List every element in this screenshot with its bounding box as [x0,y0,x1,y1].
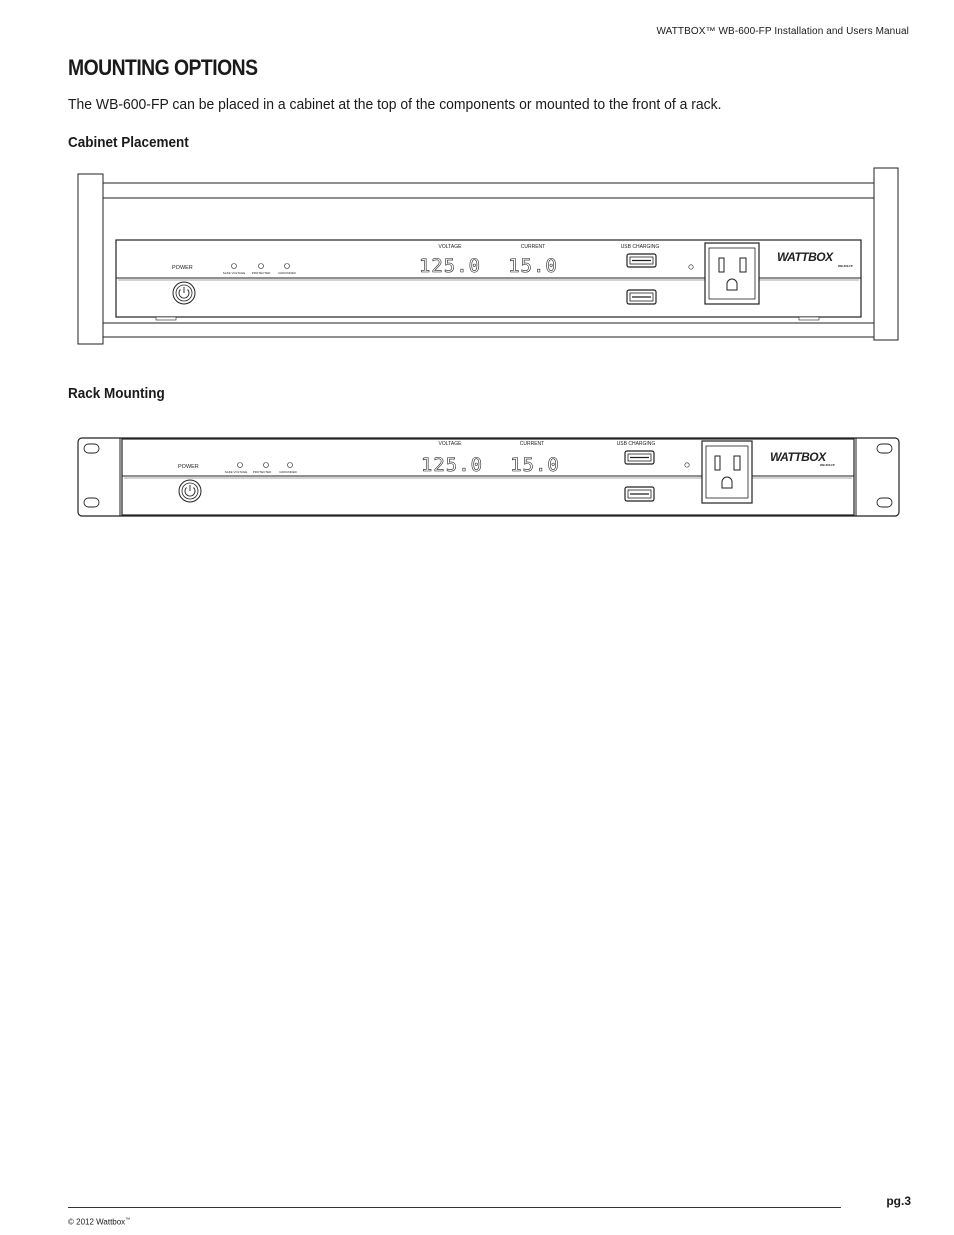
usb-port-bottom[interactable] [627,290,656,304]
power-button-rack[interactable] [179,480,201,502]
copyright-text: © 2012 Wattbox [68,1217,126,1227]
manual-header: WATTBOX™ WB-600-FP Installation and Users Manual [656,26,909,37]
page-title: MOUNTING OPTIONS [68,55,258,80]
device-front-panel [116,240,861,320]
model-label: WB-600-FP [838,264,853,268]
led-label-safe-voltage: SAFE VOLTAGE [222,271,246,275]
led-label-protected-rack: PROTECTED [252,470,272,474]
copyright [68,1217,130,1227]
outlet-indicator-led [689,265,693,269]
device-front-panel-rack [122,439,854,515]
led-label-grounded: GROUNDED [278,271,296,275]
footer-divider [68,1207,841,1208]
rack-illustration [0,432,954,522]
brand-logo: WATTBOX [777,250,833,264]
model-label-rack: WB-600-FP [820,463,835,467]
cabinet-right-post [874,168,898,340]
outlet-indicator-led-rack [685,463,689,467]
power-label: POWER [172,265,193,271]
usb-label: USB CHARGING [620,244,660,250]
usb-port-top[interactable] [627,254,656,267]
current-display-rack: 15.0 [510,454,560,476]
led-label-safe-voltage-rack: SAFE VOLTAGE [224,470,248,474]
cabinet-bottom-shelf [103,323,874,337]
page-number: pg.3 [886,1194,911,1208]
voltage-display-rack: 125.0 [420,454,484,476]
power-button[interactable] [173,282,195,304]
led-label-grounded-rack: GROUNDED [279,470,297,474]
voltage-display: 125.0 [418,255,482,277]
usb-port-bottom-rack[interactable] [625,487,654,501]
ac-outlet[interactable] [705,243,759,304]
usb-port-top-rack[interactable] [625,451,654,464]
trademark-symbol: ™ [125,1217,131,1223]
rack-heading: Rack Mounting [68,385,165,402]
rack-mounting-figure [0,432,954,522]
cabinet-illustration [0,165,954,350]
brand-logo-rack: WATTBOX [770,450,826,464]
usb-label-rack: USB CHARGING [616,441,656,447]
voltage-label-rack: VOLTAGE [438,441,462,447]
current-label-rack: CURRENT [519,441,545,447]
intro-paragraph: The WB-600-FP can be placed in a cabinet at the top of the components or mounted to the front of a rack. [68,96,722,113]
cabinet-top-shelf [103,183,874,198]
cabinet-heading: Cabinet Placement [68,134,189,151]
current-label: CURRENT [520,244,546,250]
led-label-protected: PROTECTED [251,271,271,275]
cabinet-placement-figure [0,165,954,350]
power-label-rack: POWER [178,464,199,470]
ac-outlet-rack[interactable] [702,441,752,503]
voltage-label: VOLTAGE [438,244,462,250]
cabinet-left-post [78,174,103,344]
current-display: 15.0 [508,255,558,277]
